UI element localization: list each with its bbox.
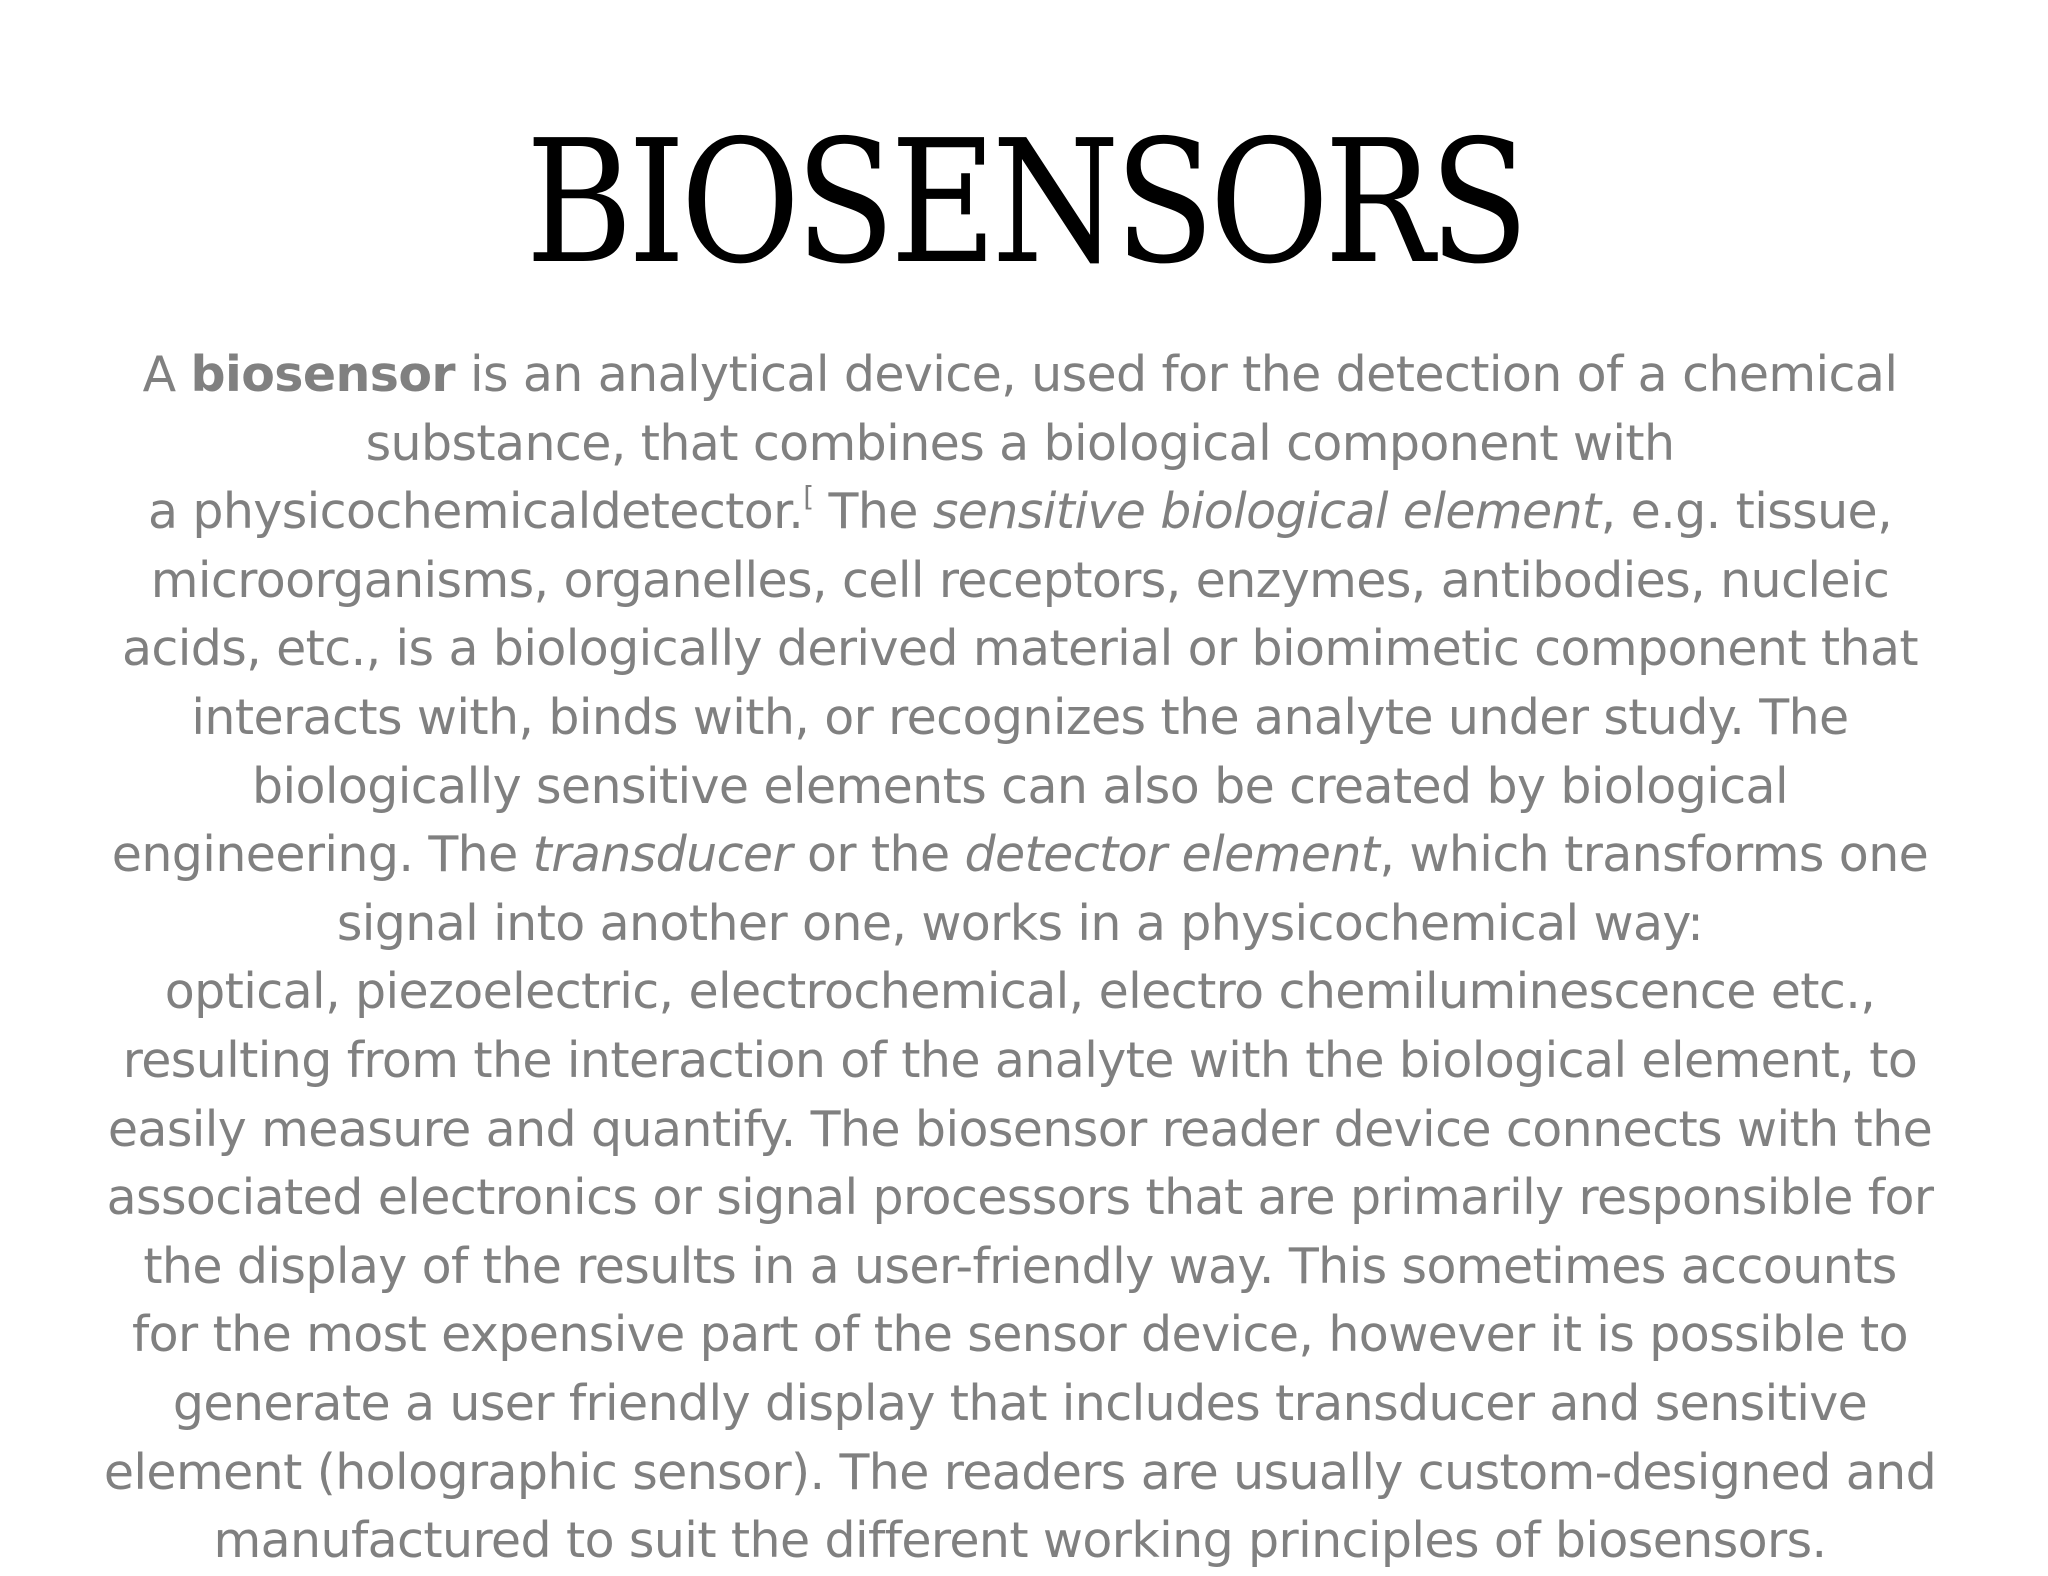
text-run: or the [792,826,965,884]
term-detector-element: detector element [964,826,1380,884]
text-line: optical, piezoelectric, electrochemical, electro chemiluminescence etc., [164,963,1876,1021]
body-paragraph [60,341,1980,1576]
text-line: for the most expensive part of the sensor device, however it is possible to [132,1306,1908,1364]
text-run: The [813,483,933,541]
text-run: engineering. The [111,826,533,884]
citation-mark: [ [803,480,814,514]
text-line: interacts with, binds with, or recognizes the analyte under study. The [191,688,1849,746]
text-line: acids, etc., is a biologically derived material or biomimetic component that [121,620,1919,678]
text-line: signal into another one, works in a physicochemical way: [336,894,1704,952]
text-line: associated electronics or signal processors that are primarily responsible for [106,1169,1934,1227]
text-line [60,821,1980,890]
text-line: generate a user friendly display that includes transducer and sensitive [172,1374,1868,1432]
text-line [60,478,1980,547]
text-line: microorganisms, organelles, cell receptors, enzymes, antibodies, nucleic [150,551,1890,609]
text-line: element (holographic sensor). The readers are usually custom-designed and [103,1443,1937,1501]
text-line: manufactured to suit the different working principles of biosensors. [213,1512,1827,1570]
text-line: easily measure and quantify. The biosensor reader device connects with the [107,1100,1933,1158]
text-line [60,341,1980,410]
term-transducer: transducer [532,826,793,884]
text-line: resulting from the interaction of the analyte with the biological element, to [122,1031,1918,1089]
text-run: A [142,346,191,403]
text-run: , e.g. tissue, [1600,483,1893,541]
term-biosensor: biosensor [190,346,455,403]
text-run: , which transforms one [1379,826,1929,884]
text-line: substance, that combines a biological component with [365,414,1675,472]
slide-title: BIOSENSORS [525,104,1525,302]
text-line: the display of the results in a user-friendly way. This sometimes accounts [143,1237,1897,1295]
term-sensitive-biological-element: sensitive biological element [932,483,1601,541]
text-run: a physicochemicaldetector. [147,483,804,541]
text-line: biologically sensitive elements can also be created by biological [252,757,1788,815]
text-run: is an analytical device, used for the detection of a chemical [454,346,1898,403]
